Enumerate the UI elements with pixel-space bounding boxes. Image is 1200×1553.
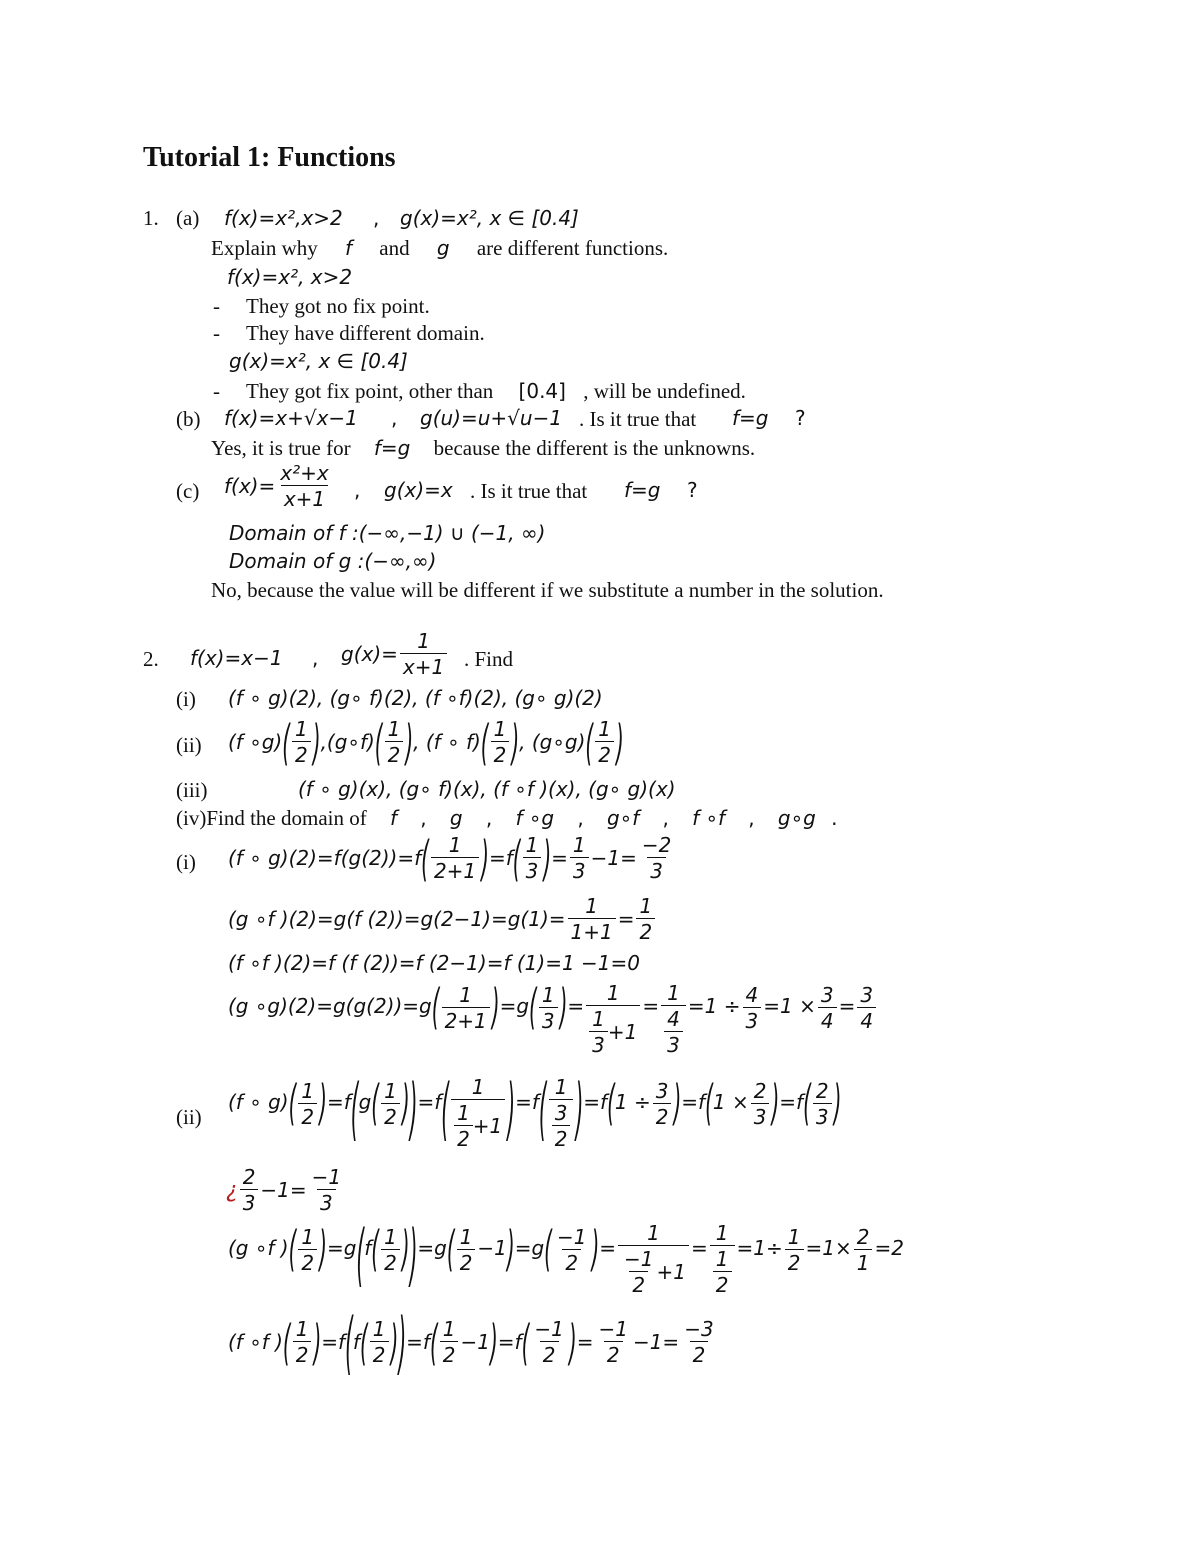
q1c-question-mark: ?	[687, 478, 698, 502]
q1b-f-equals-g: f=g	[732, 406, 769, 430]
q2-part-iv: (iv)Find the domain of f , g , f ∘g , g∘f , f ∘f , g∘g .	[176, 806, 838, 830]
iv-item-g: g	[449, 806, 463, 830]
half-fraction: $\frac{1}{2}$	[491, 718, 510, 766]
question-2-number: 2.	[143, 647, 159, 671]
iv-item-gof: g∘f	[606, 806, 640, 830]
q2-f-definition: f(x)=x−1	[190, 646, 283, 670]
bullet-dash: -	[213, 321, 220, 345]
solution-fog-2: (f ∘ g)(2)=f(g(2))=f ( $\frac{1}{2+1}$ ) =f ( $\frac{1}{3}$ ) = $\frac{1}{3}$ −1= $\frac{-2}{3}$	[228, 829, 672, 887]
q2-part-ii-text: (f ∘g) ( $\frac{1}{2}$ ) ,(g∘f) ( $\frac{1}{2}$ ) , (f ∘ f) ( $\frac{1}{2}$ ) , (g∘g) ( $\frac{1}{2}$ )	[228, 713, 624, 771]
symbol-g: g	[436, 236, 450, 260]
half-fraction: $\frac{1}{2}$	[385, 718, 404, 766]
q2-part-iii-text: (f ∘ g)(x), (g∘ f)(x), (f ∘f )(x), (g∘ g)(x)	[298, 777, 676, 801]
q1-part-b-tag: (b)	[176, 407, 201, 431]
solution-gof-half: (g ∘f ) ( $\frac{1}{2}$ ) =g ( f ( $\frac{1}{2}$ ) ) =g ( $\frac{1}{2}$ −1 ) =g ( $\frac{-1}{2}$ ) = 1 $\frac{-1}{2}$ +1 = $\frac{1}{\frac{1}{2}}$ =1÷ $\frac{1}{2}$ =1× $\frac{2}{1}$ =2	[228, 1213, 904, 1297]
solution-i-tag: (i)	[176, 850, 196, 874]
q1c-f-lhs: f(x)=	[224, 474, 276, 498]
solution-fog-half: (f ∘ g) ( $\frac{1}{2}$ ) =f ( g ( $\frac{1}{2}$ ) ) =f ( 1 $\frac{1}{2}$ +1 ) =f ( $\frac{1}{\frac{3}{2}}$ ) =f ( 1 ÷ $\frac{3}{2}$ ) =f ( 1 × $\frac{2}{3}$ ) =f ( $\frac{2}{3}$ )	[228, 1067, 842, 1151]
explain-lead: Explain why	[211, 236, 318, 260]
q1c-f-equals-g: f=g	[624, 478, 661, 502]
q2-part-i-tag: (i)	[176, 687, 196, 711]
q2-g-lhs: g(x)=	[341, 642, 398, 666]
q1-part-a-tag: (a)	[176, 206, 200, 230]
g-bullet-interval: [0.4]	[518, 379, 566, 403]
q2-part-i-text: (f ∘ g)(2), (g∘ f)(2), (f ∘f)(2), (g∘ g)(2)	[228, 686, 603, 710]
q1c-f-numerator: x²+x	[280, 461, 329, 485]
q1b-question: . Is it true that	[579, 407, 697, 431]
question-1-number: 1.	[143, 206, 159, 230]
ii-comp-gf: ,(g∘f)	[320, 730, 375, 754]
q1c-g-definition: g(x)=x	[384, 478, 453, 502]
g-bullet-pre: They got fix point, other than	[246, 379, 494, 403]
f-bullet-2: They have different domain.	[246, 321, 485, 345]
q2-find: . Find	[464, 647, 514, 671]
symbol-f: f	[344, 236, 353, 260]
q1c-domain-g: Domain of g :(−∞,∞)	[229, 549, 437, 573]
q2-g-definition	[341, 630, 449, 678]
solution-gog-2: (g ∘g)(2)=g(g(2))=g ( $\frac{1}{2+1}$ ) =g ( $\frac{1}{3}$ ) = 1 $\frac{1}{3}$ +1 = $\frac{1}{\frac{4}{3}}$ =1 ÷ $\frac{4}{3}$ =1 × $\frac{3}{4}$ = $\frac{3}{4}$	[228, 982, 878, 1056]
solution-fof-2: (f ∘f )(2)=f (f (2))=f (2−1)=f (1)=1 −1=0	[228, 951, 641, 975]
half-fraction: $\frac{1}{2}$	[292, 718, 311, 766]
g-bullet	[246, 379, 746, 404]
q2-g-fraction	[400, 630, 447, 678]
q1c-answer: No, because the value will be different if we substitute a number in the solution.	[211, 578, 884, 602]
q1b-answer-pre: Yes, it is true for	[211, 436, 351, 460]
iv-lead: (iv)Find the domain of	[176, 806, 367, 830]
q1b-f-definition: f(x)=x+√x−1	[224, 406, 358, 430]
ii-comp-fg: (f ∘g)	[228, 730, 283, 754]
q1b-answer-fg: f=g	[373, 436, 411, 460]
q1a-explain-text	[211, 236, 668, 261]
q2-part-ii-tag: (ii)	[176, 733, 202, 757]
f-answer-line: f(x)=x², x>2	[227, 265, 353, 289]
bullet-dash: -	[213, 294, 220, 318]
q1b-answer	[211, 436, 755, 461]
bullet-dash: -	[213, 379, 220, 403]
ii-comp-ff: , (f ∘ f)	[413, 730, 481, 754]
solution-gof-2: (g ∘f )(2)=g(f (2))=g(2−1)=g(1)= $\frac{1}{1+1}$ = $\frac{1}{2}$	[228, 895, 657, 943]
q2-part-iii-tag: (iii)	[176, 778, 208, 802]
q1a-f-definition: f(x)=x²,x>2	[224, 206, 343, 230]
q2-g-numerator: 1	[417, 629, 430, 653]
and-word: and	[379, 236, 410, 260]
solution-ii-tag: (ii)	[176, 1105, 202, 1129]
q1b-question-mark: ?	[795, 406, 806, 430]
iv-item-gog: g∘g	[777, 806, 816, 830]
q1c-question: . Is it true that	[470, 479, 588, 503]
g-answer-line: g(x)=x², x ∈ [0.4]	[229, 349, 408, 373]
explain-tail: are different functions.	[476, 236, 669, 260]
q1a-g-definition: g(x)=x², x ∈ [0.4]	[400, 206, 579, 230]
solution-fof-half: (f ∘f ) ( $\frac{1}{2}$ ) =f ( f ( $\frac{1}{2}$ ) ) =f ( $\frac{1}{2}$ −1 ) =f ( $\frac{-1}{2}$ ) = $\frac{-1}{2}$ −1= $\frac{-3}{2}$	[228, 1301, 714, 1383]
q1b-answer-post: because the different is the unknowns.	[433, 436, 756, 460]
q1b-g-definition: g(u)=u+√u−1	[420, 406, 563, 430]
q1a-separator: ,	[373, 206, 380, 230]
f-bullet-1: They got no fix point.	[246, 294, 430, 318]
garbled-glyph-mark: ¿	[226, 1177, 238, 1203]
solution-fog-half-cont: ¿ $\frac{2}{3}$ −1= $\frac{-1}{3}$	[226, 1165, 342, 1215]
q2-separator: ,	[312, 646, 319, 670]
q1c-f-denominator: x+1	[281, 485, 328, 510]
page-title: Tutorial 1: Functions	[143, 142, 396, 173]
half-fraction: $\frac{1}{2}$	[595, 718, 614, 766]
q1b-separator: ,	[391, 406, 398, 430]
iv-item-f: f	[389, 806, 398, 830]
ii-comp-gg: , (g∘g)	[519, 730, 586, 754]
q2-g-denominator: x+1	[400, 653, 447, 678]
q1-part-c-tag: (c)	[176, 479, 200, 503]
q1c-f-definition	[224, 462, 334, 510]
q1c-domain-f: Domain of f :(−∞,−1) ∪ (−1, ∞)	[229, 521, 546, 545]
iv-item-fof: f ∘f	[692, 806, 726, 830]
g-bullet-post: , will be undefined.	[583, 379, 746, 403]
q1c-separator: ,	[354, 478, 361, 502]
q1c-f-fraction	[277, 462, 331, 510]
iv-item-fog: f ∘g	[515, 806, 555, 830]
